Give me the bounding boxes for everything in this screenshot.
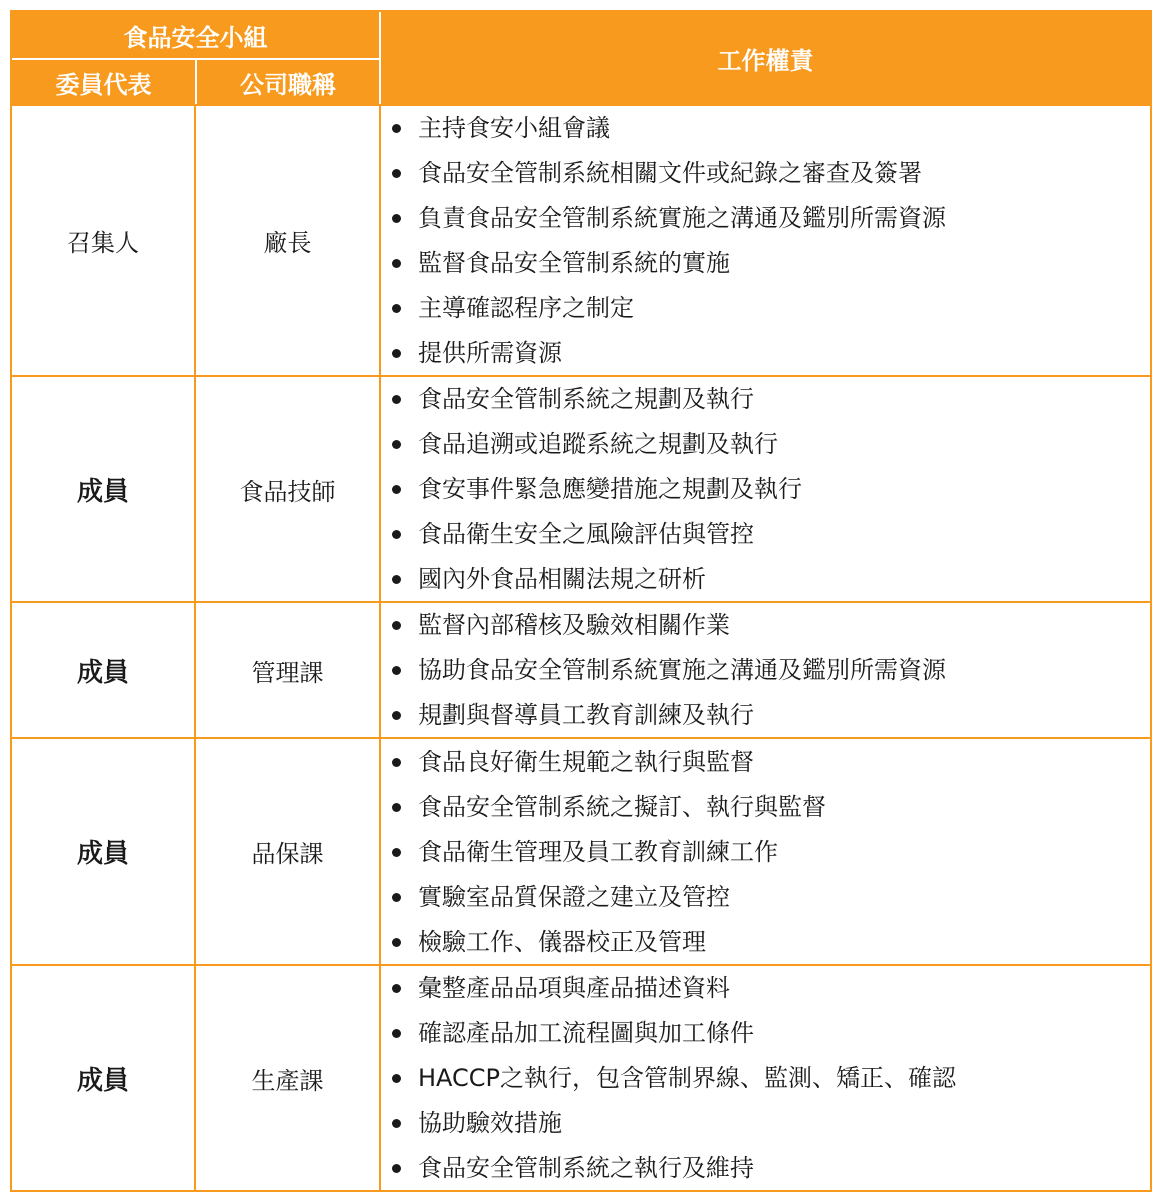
duty-text: 食品安全管制系統之規劃及執行 [418, 385, 754, 413]
duty-item [382, 785, 826, 830]
member-column-header: 委員代表 [12, 60, 195, 104]
duty-item [382, 1011, 956, 1056]
duty-text: 食品安全管制系統之執行及維持 [418, 1154, 754, 1182]
duty-text: 規劃與督導員工教育訓練及執行 [418, 701, 754, 729]
duty-text: 協助食品安全管制系統實施之溝通及鑑別所需資源 [418, 656, 946, 684]
duty-text: 監督食品安全管制系統的實施 [418, 249, 730, 277]
bullet-icon [392, 575, 401, 584]
duty-text: 食品安全管制系統相關文件或紀錄之審查及簽署 [418, 159, 922, 187]
duty-item [382, 693, 946, 738]
column-divider [379, 104, 381, 1192]
duties-column-header: 工作權責 [381, 12, 1150, 104]
duty-item [382, 966, 956, 1011]
position-cell: 生產課 [251, 1066, 324, 1095]
duty-item [382, 1101, 956, 1146]
duty-item [382, 151, 946, 196]
position-cell: 廠長 [263, 229, 312, 257]
duty-text: 彙整產品品項與產品描述資料 [418, 974, 730, 1002]
duty-item [382, 422, 802, 467]
bullet-icon [392, 1029, 401, 1038]
duty-item [382, 740, 826, 785]
duties-list [382, 603, 946, 738]
member-cell: 召集人 [67, 229, 139, 257]
duty-text: 主持食安小組會議 [418, 114, 610, 142]
duty-text: 實驗室品質保證之建立及管控 [418, 883, 730, 911]
bullet-icon [392, 349, 401, 358]
duty-item [382, 557, 802, 602]
member-cell: 成員 [76, 1065, 129, 1096]
position-cell: 管理課 [251, 658, 324, 687]
bullet-icon [392, 440, 401, 449]
duty-item [382, 106, 946, 151]
bullet-icon [392, 124, 401, 133]
duties-list [382, 106, 946, 376]
header-divider [195, 60, 197, 104]
bullet-icon [392, 259, 401, 268]
duty-item [382, 241, 946, 286]
bullet-icon [392, 169, 401, 178]
group-title-header: 食品安全小組 [12, 12, 379, 58]
duty-text: 食安事件緊急應變措施之規劃及執行 [418, 475, 802, 503]
duty-text: 食品良好衛生規範之執行與監督 [418, 748, 754, 776]
bullet-icon [392, 984, 401, 993]
duties-list [382, 740, 826, 965]
bullet-icon [392, 803, 401, 812]
duty-item [382, 1056, 956, 1101]
duty-text: 食品衛生管理及員工教育訓練工作 [418, 838, 778, 866]
duty-item [382, 648, 946, 693]
bullet-icon [392, 485, 401, 494]
bullet-icon [392, 395, 401, 404]
header-divider [379, 12, 381, 104]
duty-item [382, 603, 946, 648]
bullet-icon [392, 1119, 401, 1128]
duty-text: 食品追溯或追蹤系統之規劃及執行 [418, 430, 778, 458]
member-cell: 成員 [76, 657, 129, 688]
duty-item [382, 512, 802, 557]
duty-text: 確認產品加工流程圖與加工條件 [418, 1019, 754, 1047]
position-column-header: 公司職稱 [197, 60, 379, 104]
bullet-icon [392, 711, 401, 720]
bullet-icon [392, 621, 401, 630]
bullet-icon [392, 938, 401, 947]
member-cell: 成員 [76, 839, 129, 869]
duty-item [382, 830, 826, 875]
duty-item [382, 875, 826, 920]
bullet-icon [392, 758, 401, 767]
duty-text: 提供所需資源 [418, 339, 562, 367]
bullet-icon [392, 214, 401, 223]
duty-text: 檢驗工作、儀器校正及管理 [418, 928, 706, 956]
duty-text: 協助驗效措施 [418, 1109, 562, 1137]
duty-text: 負責食品安全管制系統實施之溝通及鑑別所需資源 [418, 204, 946, 232]
duty-item [382, 467, 802, 512]
duties-list [382, 377, 802, 602]
duty-item [382, 286, 946, 331]
duty-text: 監督內部稽核及驗效相關作業 [418, 611, 730, 639]
duty-text: HACCP之執行，包含管制界線、監測、矯正、確認 [418, 1064, 957, 1092]
duty-item [382, 1146, 956, 1191]
duty-text: 國內外食品相關法規之研析 [418, 565, 706, 593]
bullet-icon [392, 666, 401, 675]
duty-text: 食品衛生安全之風險評估與管控 [418, 520, 754, 548]
bullet-icon [392, 530, 401, 539]
duty-item [382, 920, 826, 965]
duties-list [382, 966, 956, 1191]
duty-item [382, 377, 802, 422]
bullet-icon [392, 1164, 401, 1173]
bullet-icon [392, 848, 401, 857]
duty-text: 主導確認程序之制定 [418, 294, 634, 322]
duty-item [382, 196, 946, 241]
duty-item [382, 331, 946, 376]
position-cell: 食品技師 [239, 477, 336, 506]
bullet-icon [392, 893, 401, 902]
member-cell: 成員 [76, 476, 129, 507]
bullet-icon [392, 304, 401, 313]
position-cell: 品保課 [251, 840, 324, 868]
duty-text: 食品安全管制系統之擬訂、執行與監督 [418, 793, 826, 821]
bullet-icon [392, 1074, 401, 1083]
